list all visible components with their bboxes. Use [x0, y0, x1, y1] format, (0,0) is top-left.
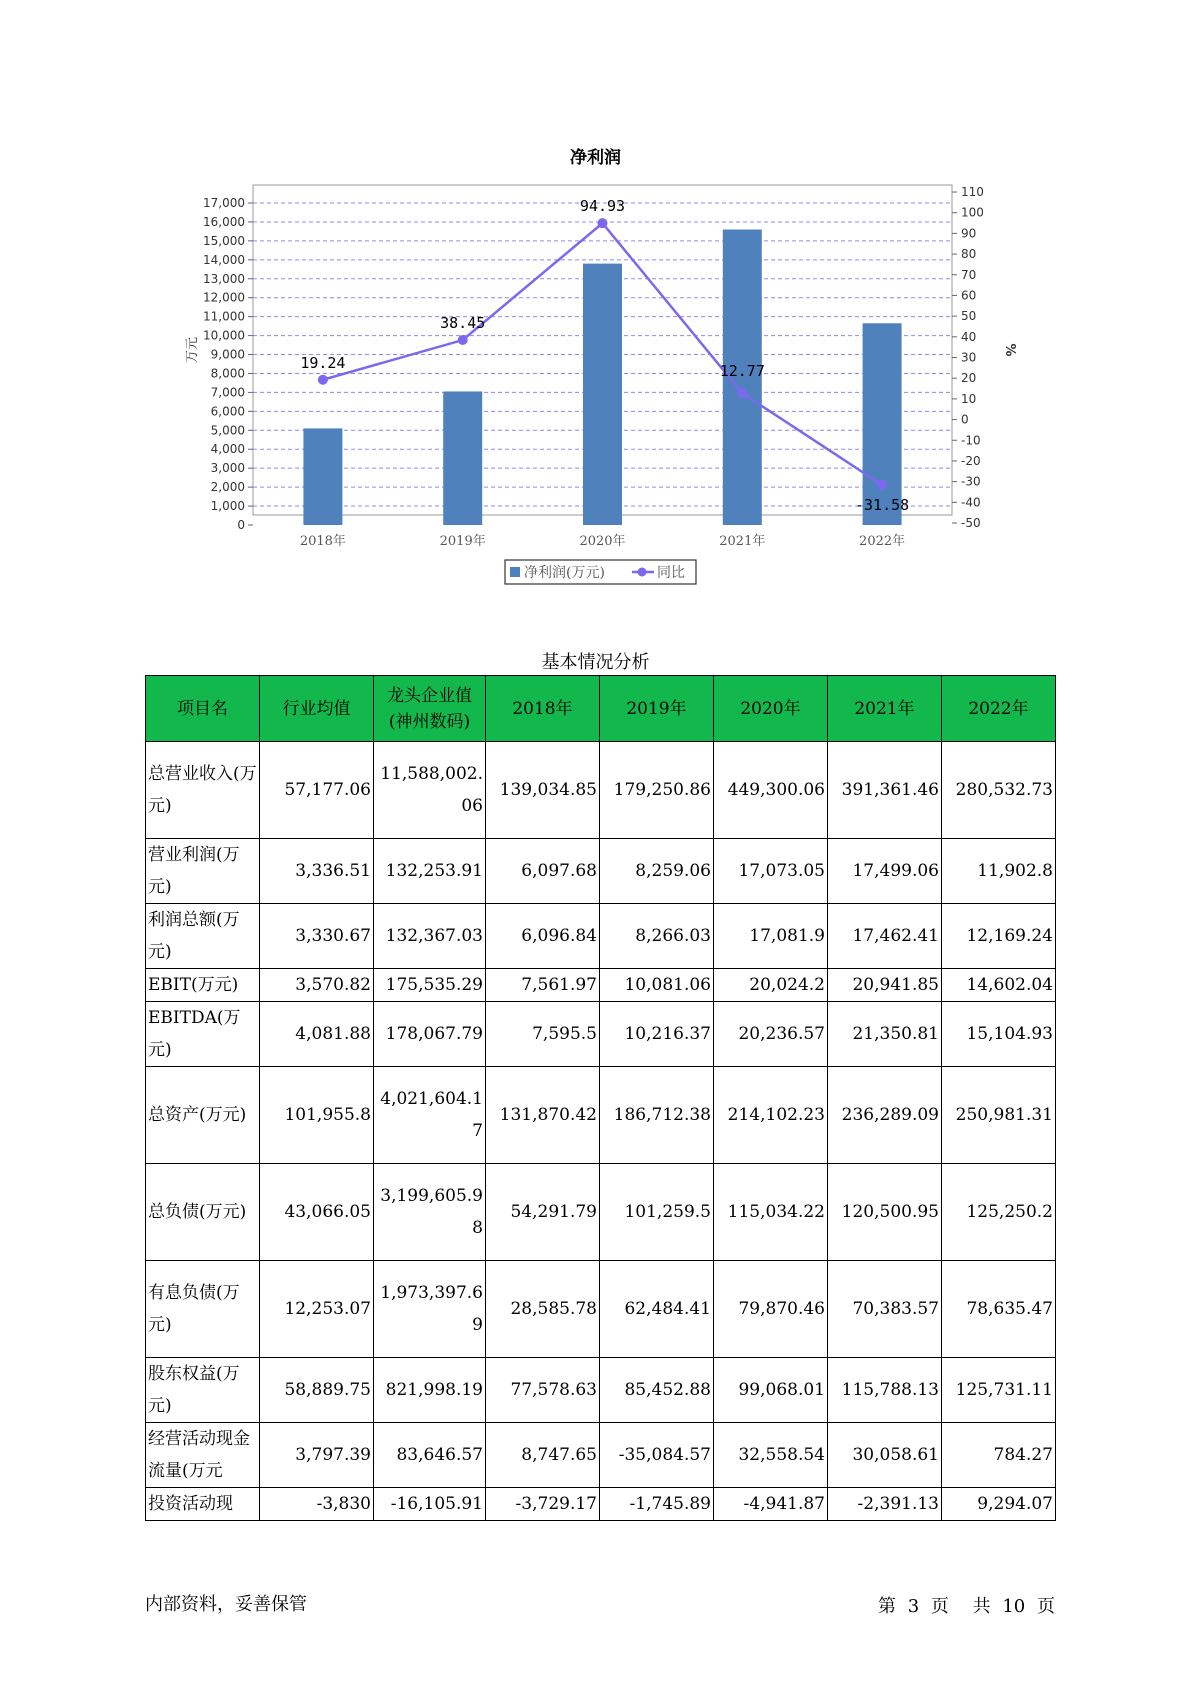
- value-cell: 1,973,397.69: [374, 1261, 486, 1358]
- left-tick-label: 14,000: [203, 252, 245, 267]
- value-cell: 79,870.46: [714, 1261, 828, 1358]
- value-cell: 12,169.24: [942, 904, 1056, 969]
- left-tick-label: 3,000: [210, 461, 245, 476]
- value-cell: 120,500.95: [828, 1164, 942, 1261]
- left-tick-label: 13,000: [203, 271, 245, 286]
- value-cell: 20,236.57: [714, 1002, 828, 1067]
- value-cell: 132,367.03: [374, 904, 486, 969]
- row-label-cell: 有息负债(万元): [146, 1261, 260, 1358]
- value-cell: 236,289.09: [828, 1067, 942, 1164]
- page-suffix: 页: [1037, 1596, 1055, 1617]
- value-cell: 14,602.04: [942, 969, 1056, 1002]
- right-tick-label: 0: [961, 412, 969, 427]
- value-cell: 175,535.29: [374, 969, 486, 1002]
- right-tick-label: 100: [961, 205, 984, 220]
- row-label-cell: 股东权益(万元): [146, 1358, 260, 1423]
- right-tick-label: -10: [961, 433, 981, 448]
- yoy-label: 19.24: [300, 353, 346, 372]
- value-cell: 449,300.06: [714, 742, 828, 839]
- value-cell: -4,941.87: [714, 1488, 828, 1521]
- footer-page-number: [872, 1592, 1055, 1618]
- value-cell: 280,532.73: [942, 742, 1056, 839]
- yoy-label: 38.45: [440, 314, 486, 333]
- left-tick-label: 17,000: [203, 196, 245, 210]
- value-cell: 30,058.61: [828, 1423, 942, 1488]
- right-tick-label: 30: [961, 350, 977, 365]
- bar-2019年: [443, 391, 482, 525]
- right-tick-label: 50: [961, 309, 977, 324]
- left-tick-label: 16,000: [203, 214, 245, 229]
- value-cell: 11,588,002.06: [374, 742, 486, 839]
- value-cell: 7,561.97: [486, 969, 600, 1002]
- x-tick-label: 2021年: [719, 534, 766, 549]
- right-tick-label: -30: [961, 474, 981, 489]
- row-label-cell: 经营活动现金流量(万元: [146, 1423, 260, 1488]
- value-cell: 78,635.47: [942, 1261, 1056, 1358]
- right-tick-label: 110: [961, 185, 984, 199]
- row-label-cell: EBITDA(万元): [146, 1002, 260, 1067]
- page-mid: 页: [930, 1596, 949, 1617]
- value-cell: 7,595.5: [486, 1002, 600, 1067]
- value-cell: 179,250.86: [600, 742, 714, 839]
- table-row: [146, 904, 1056, 969]
- value-cell: 125,731.11: [942, 1358, 1056, 1423]
- value-cell: 214,102.23: [714, 1067, 828, 1164]
- value-cell: 17,462.41: [828, 904, 942, 969]
- value-cell: 10,081.06: [600, 969, 714, 1002]
- page-total-prefix: 共: [972, 1596, 991, 1617]
- left-tick-label: 11,000: [203, 309, 245, 324]
- header-cell: 龙头企业值(神州数码): [374, 676, 486, 742]
- x-tick-label: 2020年: [579, 534, 626, 549]
- value-cell: 8,259.06: [600, 839, 714, 904]
- value-cell: 10,216.37: [600, 1002, 714, 1067]
- value-cell: 6,096.84: [486, 904, 600, 969]
- left-tick-label: 0: [237, 518, 245, 532]
- value-cell: 4,081.88: [260, 1002, 374, 1067]
- value-cell: 115,034.22: [714, 1164, 828, 1261]
- page-total: 10: [1002, 1596, 1026, 1617]
- right-tick-label: -20: [961, 453, 981, 468]
- left-axis-title: 万元: [185, 336, 200, 364]
- yoy-point: [598, 218, 608, 228]
- row-label-cell: 投资活动现: [146, 1488, 260, 1521]
- row-label-cell: 总负债(万元): [146, 1164, 260, 1261]
- value-cell: 17,499.06: [828, 839, 942, 904]
- right-tick-label: -50: [961, 516, 981, 530]
- yoy-point: [877, 480, 887, 490]
- legend-bar-label: 净利润(万元): [524, 565, 605, 581]
- value-cell: 20,941.85: [828, 969, 942, 1002]
- value-cell: 57,177.06: [260, 742, 374, 839]
- net-profit-chart: [0, 0, 1191, 600]
- yoy-label: -31.58: [855, 495, 910, 514]
- left-tick-label: 15,000: [203, 233, 245, 248]
- right-axis-title: %: [1002, 343, 1017, 357]
- value-cell: 101,955.8: [260, 1067, 374, 1164]
- left-tick-label: 7,000: [210, 385, 245, 400]
- table-row: [146, 1261, 1056, 1358]
- value-cell: 32,558.54: [714, 1423, 828, 1488]
- left-tick-label: 10,000: [203, 328, 245, 343]
- value-cell: 391,361.46: [828, 742, 942, 839]
- header-cell: 2022年: [942, 676, 1056, 742]
- value-cell: 3,336.51: [260, 839, 374, 904]
- value-cell: -3,830: [260, 1488, 374, 1521]
- yoy-label: 12.77: [719, 362, 765, 381]
- legend-line-label: 同比: [657, 565, 685, 581]
- value-cell: 12,253.07: [260, 1261, 374, 1358]
- value-cell: 3,797.39: [260, 1423, 374, 1488]
- value-cell: 125,250.2: [942, 1164, 1056, 1261]
- value-cell: 21,350.81: [828, 1002, 942, 1067]
- header-cell: 行业均值: [260, 676, 374, 742]
- table-row: [146, 1002, 1056, 1067]
- value-cell: 101,259.5: [600, 1164, 714, 1261]
- value-cell: 784.27: [942, 1423, 1056, 1488]
- right-tick-label: 40: [961, 329, 977, 344]
- table-caption: 基本情况分析: [541, 652, 650, 673]
- value-cell: 178,067.79: [374, 1002, 486, 1067]
- value-cell: -1,745.89: [600, 1488, 714, 1521]
- value-cell: 115,788.13: [828, 1358, 942, 1423]
- legend-line-marker: [638, 568, 647, 577]
- header-cell: 2020年: [714, 676, 828, 742]
- value-cell: 54,291.79: [486, 1164, 600, 1261]
- value-cell: 6,097.68: [486, 839, 600, 904]
- table-header-row: [146, 676, 1056, 742]
- row-label-cell: 总营业收入(万元): [146, 742, 260, 839]
- basic-analysis-table: [145, 675, 1056, 1521]
- table-row: [146, 839, 1056, 904]
- value-cell: 131,870.42: [486, 1067, 600, 1164]
- value-cell: 85,452.88: [600, 1358, 714, 1423]
- value-cell: 8,747.65: [486, 1423, 600, 1488]
- table-row: [146, 1488, 1056, 1521]
- value-cell: 821,998.19: [374, 1358, 486, 1423]
- row-label-cell: EBIT(万元): [146, 969, 260, 1002]
- header-cell: 2019年: [600, 676, 714, 742]
- table-row: [146, 1423, 1056, 1488]
- value-cell: 4,021,604.17: [374, 1067, 486, 1164]
- page-current: 3: [907, 1596, 920, 1617]
- yoy-label: 94.93: [579, 197, 626, 216]
- left-tick-label: 1,000: [210, 499, 245, 514]
- value-cell: 17,073.05: [714, 839, 828, 904]
- right-tick-label: 70: [961, 267, 977, 282]
- value-cell: -2,391.13: [828, 1488, 942, 1521]
- x-tick-label: 2022年: [859, 534, 906, 549]
- chart-title: 净利润: [570, 148, 621, 168]
- left-tick-label: 4,000: [210, 442, 245, 457]
- legend-bar-swatch: [510, 567, 520, 577]
- x-tick-label: 2018年: [299, 534, 346, 549]
- bar-2022年: [863, 323, 902, 525]
- yoy-point: [458, 335, 468, 345]
- row-label-cell: 总资产(万元): [146, 1067, 260, 1164]
- value-cell: 250,981.31: [942, 1067, 1056, 1164]
- left-tick-label: 12,000: [203, 290, 245, 305]
- footer-confidential-note: 内部资料，妥善保管: [145, 1594, 307, 1615]
- value-cell: 11,902.8: [942, 839, 1056, 904]
- value-cell: -3,729.17: [486, 1488, 600, 1521]
- table-body: [146, 742, 1056, 1521]
- value-cell: -35,084.57: [600, 1423, 714, 1488]
- left-tick-label: 6,000: [210, 404, 245, 419]
- row-label-cell: 利润总额(万元): [146, 904, 260, 969]
- table-row: [146, 1358, 1056, 1423]
- yoy-point: [318, 375, 328, 385]
- x-tick-label: 2019年: [439, 534, 486, 549]
- row-label-cell: 营业利润(万元): [146, 839, 260, 904]
- right-tick-label: 80: [961, 247, 977, 262]
- yoy-point: [737, 388, 747, 398]
- right-tick-label: 90: [961, 226, 977, 241]
- value-cell: 28,585.78: [486, 1261, 600, 1358]
- right-tick-label: 20: [961, 371, 977, 386]
- table-row: [146, 1164, 1056, 1261]
- value-cell: 43,066.05: [260, 1164, 374, 1261]
- value-cell: 77,578.63: [486, 1358, 600, 1423]
- value-cell: 139,034.85: [486, 742, 600, 839]
- value-cell: 15,104.93: [942, 1002, 1056, 1067]
- bar-series: [303, 230, 901, 525]
- legend: [505, 560, 696, 584]
- value-cell: 3,570.82: [260, 969, 374, 1002]
- value-cell: 3,199,605.98: [374, 1164, 486, 1261]
- value-cell: 58,889.75: [260, 1358, 374, 1423]
- value-cell: 70,383.57: [828, 1261, 942, 1358]
- page-prefix: 第: [877, 1596, 896, 1617]
- right-tick-label: -40: [961, 495, 981, 510]
- bar-2020年: [583, 264, 622, 525]
- header-cell: 2018年: [486, 676, 600, 742]
- value-cell: 3,330.67: [260, 904, 374, 969]
- left-tick-label: 5,000: [210, 423, 245, 438]
- value-cell: 132,253.91: [374, 839, 486, 904]
- left-tick-label: 9,000: [210, 347, 245, 362]
- right-tick-label: 10: [961, 391, 977, 406]
- left-tick-label: 8,000: [210, 366, 245, 381]
- header-cell: 2021年: [828, 676, 942, 742]
- value-cell: 99,068.01: [714, 1358, 828, 1423]
- value-cell: 62,484.41: [600, 1261, 714, 1358]
- table-row: [146, 742, 1056, 839]
- table-row: [146, 969, 1056, 1002]
- header-cell: 项目名: [146, 676, 260, 742]
- bar-2018年: [303, 428, 342, 525]
- value-cell: 17,081.9: [714, 904, 828, 969]
- value-cell: 83,646.57: [374, 1423, 486, 1488]
- right-tick-label: 60: [961, 288, 977, 303]
- value-cell: 186,712.38: [600, 1067, 714, 1164]
- value-cell: 9,294.07: [942, 1488, 1056, 1521]
- left-tick-label: 2,000: [210, 480, 245, 495]
- table-row: [146, 1067, 1056, 1164]
- value-cell: 8,266.03: [600, 904, 714, 969]
- value-cell: 20,024.2: [714, 969, 828, 1002]
- value-cell: -16,105.91: [374, 1488, 486, 1521]
